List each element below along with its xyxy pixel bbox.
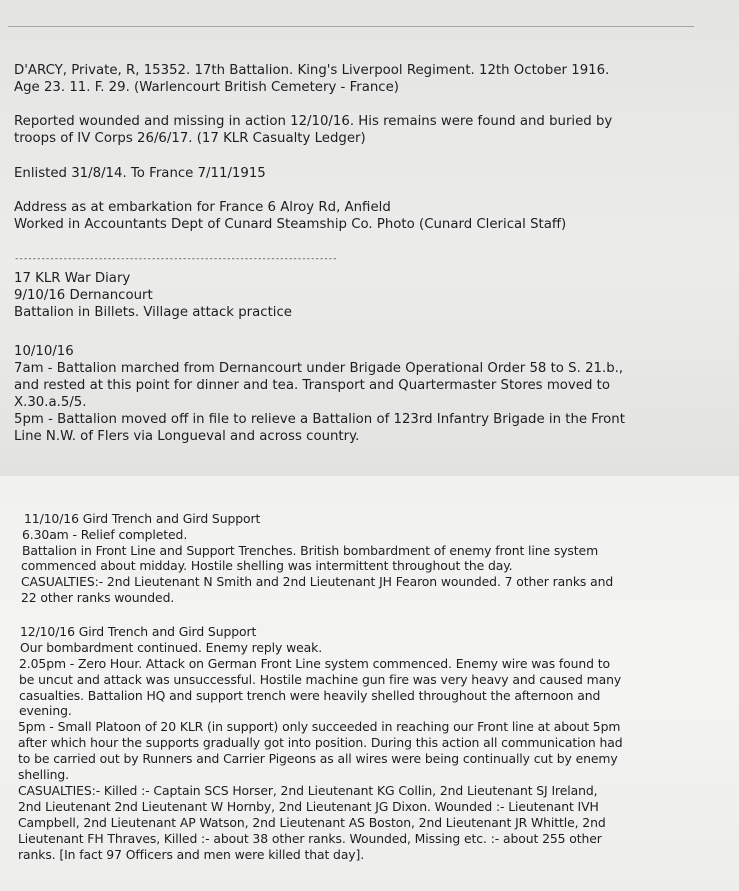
diary-0910-line-2: Battalion in Billets. Village attack practice	[14, 305, 292, 320]
diary-1210-line-5: casualties. Battalion HQ and support trench were heavily shelled throughout the afternoon and	[19, 688, 601, 703]
diary-1110-line-3: Battalion in Front Line and Support Trenches. British bombardment of enemy front line system	[22, 543, 599, 558]
diary-1210-line-9: to be carried out by Runners and Carrier Pigeons as all wires were being continually cut by enemy	[18, 751, 618, 766]
diary-1010-line-6: Line N.W. of Flers via Longueval and across country.	[14, 429, 360, 444]
diary-1210-line-13: Campbell, 2nd Lieutenant AP Watson, 2nd Lieutenant AS Boston, 2nd Lieutenant JR Whittle, 2nd	[18, 815, 606, 830]
diary-1010-line-3: and rested at this point for dinner and tea. Transport and Quartermaster Stores moved to	[14, 378, 610, 393]
top-rule	[8, 26, 694, 27]
diary-1010-line-5: 5pm - Battalion moved off in file to relieve a Battalion of 123rd Infantry Brigade in the Front	[14, 412, 625, 427]
diary-1210-line-6: evening.	[19, 703, 72, 718]
header-line-1: D'ARCY, Private, R, 15352. 17th Battalion. King's Liverpool Regiment. 12th October 1916.	[14, 63, 610, 78]
diary-0910-line-1: 9/10/16 Dernancourt	[14, 288, 153, 303]
diary-1110-line-4: commenced about midday. Hostile shelling was intermittent throughout the day.	[21, 558, 513, 573]
diary-1010-line-4: X.30.a.5/5.	[14, 395, 87, 410]
enlisted-line: Enlisted 31/8/14. To France 7/11/1915	[14, 166, 266, 181]
diary-1010-line-1: 10/10/16	[14, 344, 74, 359]
diary-1210-line-3: 2.05pm - Zero Hour. Attack on German Front Line system commenced. Enemy wire was found to	[19, 656, 611, 671]
diary-1210-line-7: 5pm - Small Platoon of 20 KLR (in support) only succeeded in reaching our Front line at about 5pm	[18, 719, 621, 734]
address-line-2: Worked in Accountants Dept of Cunard Steamship Co. Photo (Cunard Clerical Staff)	[14, 217, 567, 232]
diary-1210-line-10: shelling.	[18, 767, 70, 782]
diary-1210-line-12: 2nd Lieutenant 2nd Lieutenant W Hornby, 2nd Lieutenant JG Dixon. Wounded :- Lieutenant IVH	[18, 799, 599, 814]
diary-1010-line-2: 7am - Battalion marched from Dernancourt under Brigade Operational Order 58 to S. 21.b.,	[14, 361, 624, 376]
diary-1110-line-2: 6.30am - Relief completed.	[22, 527, 188, 542]
diary-1210-line-15: ranks. [In fact 97 Officers and men were killed that day].	[18, 847, 365, 862]
address-line-1: Address as at embarkation for France 6 Alroy Rd, Anfield	[14, 200, 391, 215]
diary-1210-line-1: 12/10/16 Gird Trench and Gird Support	[20, 624, 257, 639]
diary-1210-line-8: after which hour the supports gradually got into position. During this action all communication had	[18, 735, 623, 750]
reported-line-1: Reported wounded and missing in action 12/10/16. His remains were found and buried by	[14, 114, 613, 129]
diary-1110-line-5: CASUALTIES:- 2nd Lieutenant N Smith and 2nd Lieutenant JH Fearon wounded. 7 other ranks and	[21, 574, 614, 589]
diary-1110-line-6: 22 other ranks wounded.	[21, 590, 175, 605]
diary-1210-line-11: CASUALTIES:- Killed :- Captain SCS Horser, 2nd Lieutenant KG Collin, 2nd Lieutenant SJ Ireland,	[18, 783, 598, 798]
dashed-separator: -------------------------------------------------------------------------	[14, 254, 337, 264]
header-line-2: Age 23. 11. F. 29. (Warlencourt British Cemetery - France)	[14, 80, 399, 95]
diary-1110-line-1: 11/10/16 Gird Trench and Gird Support	[24, 511, 261, 526]
diary-title: 17 KLR War Diary	[14, 271, 131, 286]
diary-1210-line-4: be uncut and attack was unsuccessful. Hostile machine gun fire was very heavy and caused many	[19, 672, 622, 687]
diary-1210-line-2: Our bombardment continued. Enemy reply weak.	[20, 640, 323, 655]
reported-line-2: troops of IV Corps 26/6/17. (17 KLR Casualty Ledger)	[14, 131, 366, 146]
diary-1210-line-14: Lieutenant FH Thraves, Killed :- about 38 other ranks. Wounded, Missing etc. :- about 255 other	[18, 831, 602, 846]
